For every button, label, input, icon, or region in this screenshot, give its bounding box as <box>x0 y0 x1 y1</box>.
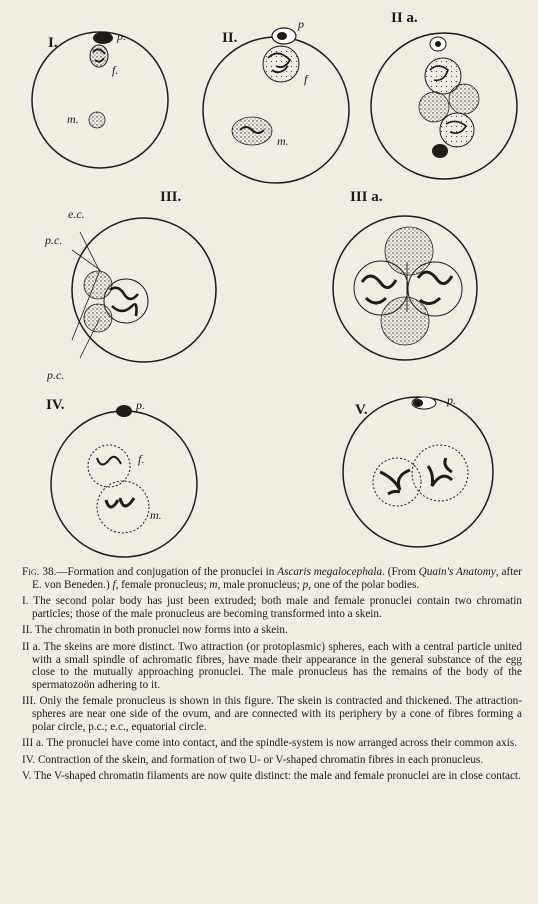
caption-source: Quain's Anatomy <box>418 566 496 578</box>
caption-text-4: , female pronucleus; <box>115 578 210 591</box>
caption-text-5: , male pronucleus; <box>217 578 303 591</box>
figure-III-label-pc-top: p.c. <box>45 233 63 247</box>
figure-II-numeral: II. <box>222 30 238 46</box>
figure-I-label-f: f. <box>112 63 119 77</box>
figure-I-numeral: I. <box>48 35 58 51</box>
figure-I-label-p: p. <box>117 29 126 43</box>
figure-II-label-m: m. <box>277 134 289 148</box>
caption-text-6: , one of the polar bodies. <box>308 578 420 591</box>
figure-III-label-ec: e.c. <box>68 207 85 221</box>
caption-species: Ascaris megalocephala <box>277 566 383 578</box>
figure-IV-label-f: f. <box>138 452 145 466</box>
figure-I <box>32 29 168 168</box>
caption-heading <box>22 566 522 591</box>
caption-item-IV: IV. Contraction of the skein, and formation of two U- or V-shaped chromatin fibres in each pronucleus. <box>22 753 484 766</box>
caption-item-I: I. The second polar body has just been extruded; both male and female pronuclei contain two chromatin particles; those of the male pronucleus are becoming transformed into a skein. <box>22 595 522 620</box>
caption-item-V: V. The V-shaped chromatin filaments are now quite distinct: the male and female pronuclei are in close contact. <box>22 770 521 783</box>
figure-IIa <box>371 10 517 179</box>
caption-key-f: f <box>112 578 116 591</box>
figure-IV-label-p: p. <box>136 398 145 412</box>
figure-II-label-f: f <box>304 72 308 86</box>
caption-item-III: III. Only the female pronucleus is shown in this figure. The skein is contracted and thickened. The attraction-spheres are near one side of the ovum, and are connected with its periphery by a cone of fibres forming a polar circle, p.c.; e.c., equatorial circle. <box>22 695 522 733</box>
figure-III <box>44 189 216 382</box>
figure-III-numeral: III. <box>160 189 182 205</box>
figure-III-label-pc-bottom: p.c. <box>47 368 65 382</box>
caption-item-IIa: II a. The skeins are more distinct. Two attraction (or protoplasmic) spheres, each with a central particle united with a small spindle of achromatic fibres, have made their appearance in the general substance of the egg close to the mutually approaching pronuclei. The male pronucleus has the remains of the body of the spermatozoön adhering to it. <box>22 640 522 691</box>
figure-V-numeral: V. <box>355 402 368 418</box>
figure-caption <box>22 566 522 787</box>
caption-text-3: , after E. von Beneden.) <box>32 566 522 591</box>
figure-V <box>343 393 493 547</box>
figure-IIIa <box>333 189 477 360</box>
caption-item-II: II. The chromatin in both pronuclei now forms into a skein. <box>22 624 288 637</box>
figure-II-label-p: p <box>298 17 304 31</box>
caption-key-p: p <box>302 578 309 591</box>
figure-IV-numeral: IV. <box>46 397 65 413</box>
figure-IV-label-m: m. <box>150 508 162 522</box>
figure-I-label-m: m. <box>67 112 79 126</box>
figure-IIIa-numeral: III a. <box>350 189 383 205</box>
caption-text-2: . (From <box>382 566 419 578</box>
figure-II <box>203 17 349 183</box>
caption-fig-label: Fig. 38. <box>22 566 57 578</box>
figure-V-label-p: p. <box>447 393 456 407</box>
caption-text-1: —Formation and conjugation of the pronuclei in <box>56 566 278 578</box>
figure-IV <box>46 397 197 557</box>
figure-IIa-numeral: II a. <box>391 10 418 26</box>
caption-key-m: m <box>209 578 218 591</box>
caption-item-IIIa: III a. The pronuclei have come into contact, and the spindle-system is now arranged across their common axis. <box>22 737 517 750</box>
